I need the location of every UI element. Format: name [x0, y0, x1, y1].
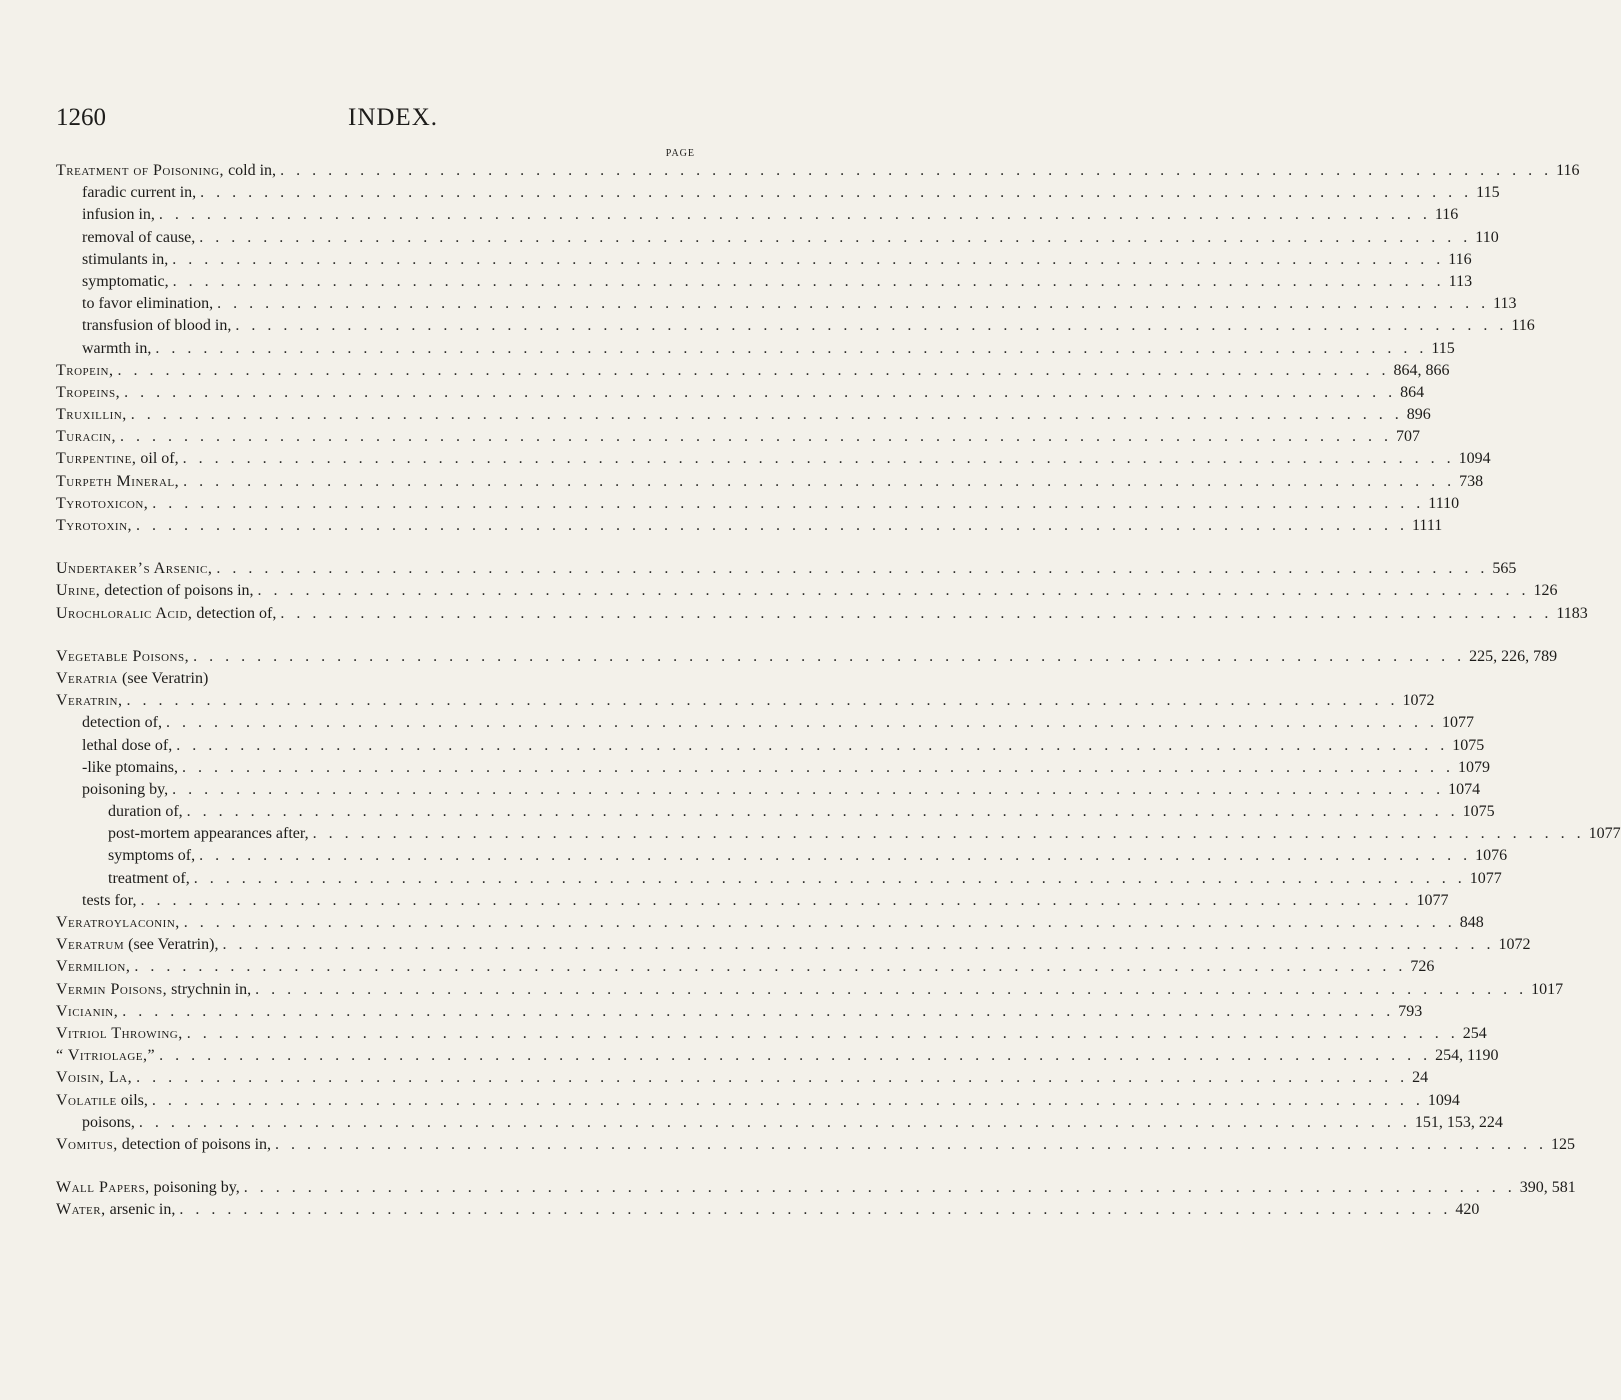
entry-heading: Vomitus, — [56, 1135, 118, 1153]
page-header — [56, 104, 696, 140]
entry-term — [56, 1090, 152, 1112]
dot-leader: . . . . . . . . . . . . . . . . . . . . . . . . . . . . . . . . . . . . . . . . . . . . . . . . . . . . . . . . . . . . . . . . . . . . . . . . . . . . . . . . — [151, 1091, 1424, 1109]
dot-leader: . . . . . . . . . . . . . . . . . . . . . . . . . . . . . . . . . . . . . . . . . . . . . . . . . . . . . . . . . . . . . . . . . . . . . . . . . . . . . . . . — [216, 560, 1489, 578]
entry-heading: Vegetable Poisons, — [56, 647, 190, 665]
index-entry — [56, 558, 1517, 580]
entry-pages: 24 — [1412, 1069, 1429, 1087]
entry-subtext: post-mortem appearances after, — [108, 825, 309, 843]
entry-pages: 116 — [1556, 162, 1580, 179]
index-entry — [56, 668, 696, 690]
entry-term — [56, 493, 152, 515]
dot-leader: . . . . . . . . . . . . . . . . . . . . . . . . . . . . . . . . . . . . . . . . . . . . . . . . . . . . . . . . . . . . . . . . . . . . . . . . . . . . . . . . — [172, 272, 1445, 290]
entry-subtext: to favor elimination, — [82, 295, 214, 313]
entry-heading: Veratrum — [56, 936, 125, 954]
index-entry — [56, 912, 1484, 934]
entry-pages: 113 — [1448, 272, 1473, 290]
index-entry — [56, 801, 1495, 823]
entry-heading: Veratrin, — [56, 692, 123, 710]
entry-pages: 726 — [1410, 958, 1435, 976]
entry-pages: 1072 — [1402, 692, 1435, 710]
page-column-label: PAGE — [665, 148, 695, 159]
entry-term — [56, 1023, 187, 1045]
index-list — [56, 160, 1621, 1221]
index-entry — [56, 934, 1531, 956]
entry-term — [56, 868, 194, 890]
entry-pages: 1075 — [1462, 803, 1495, 821]
entry-heading: Wall Papers, — [56, 1179, 150, 1197]
entry-term — [56, 735, 176, 757]
entry-heading: “ Vitriolage,” — [56, 1047, 156, 1065]
dot-leader: . . . . . . . . . . . . . . . . . . . . . . . . . . . . . . . . . . . . . . . . . . . . . . . . . . . . . . . . . . . . . . . . . . . . . . . . . . . . . . . . — [217, 295, 1490, 313]
entry-term — [56, 426, 120, 448]
entry-pages: 126 — [1533, 582, 1558, 600]
entry-term — [56, 1134, 275, 1156]
dot-leader: . . . . . . . . . . . . . . . . . . . . . . . . . . . . . . . . . . . . . . . . . . . . . . . . . . . . . . . . . . . . . . . . . . . . . . . . . . . . . . . . — [199, 228, 1472, 246]
index-entry — [56, 382, 1425, 404]
dot-leader: . . . . . . . . . . . . . . . . . . . . . . . . . . . . . . . . . . . . . . . . . . . . . . . . . . . . . . . . . . . . . . . . . . . . . . . . . . . . . . . . — [257, 582, 1530, 600]
entry-subtext: faradic current in, — [82, 184, 197, 202]
index-entry — [56, 979, 1564, 1001]
entry-subtext: infusion in, — [82, 206, 155, 224]
entry-pages: 864 — [1400, 383, 1425, 401]
dot-leader: . . . . . . . . . . . . . . . . . . . . . . . . . . . . . . . . . . . . . . . . . . . . . . . . . . . . . . . . . . . . . . . . . . . . . . . . . . . . . . . . — [183, 472, 1456, 490]
dot-leader: . . . . . . . . . . . . . . . . . . . . . . . . . . . . . . . . . . . . . . . . . . . . . . . . . . . . . . . . . . . . . . . . . . . . . . . . . . . . . . . . — [152, 494, 1425, 512]
entry-term — [56, 182, 200, 204]
index-entry — [56, 712, 1474, 734]
index-entry — [56, 1134, 1576, 1156]
entry-heading: Veratria — [56, 669, 118, 687]
index-entry — [56, 1001, 1423, 1023]
index-entry — [56, 249, 1472, 271]
entry-heading: Vitriol Throwing, — [56, 1024, 183, 1042]
entry-term — [56, 249, 172, 271]
entry-term — [56, 471, 183, 493]
entry-term — [56, 1067, 136, 1089]
entry-heading: Truxillin, — [56, 406, 127, 424]
entry-subtext: detection of, — [192, 604, 277, 622]
entry-heading: Turpeth Mineral, — [56, 472, 180, 490]
index-entry — [56, 1177, 1576, 1199]
entry-heading: Turacin, — [56, 428, 116, 446]
entry-term — [56, 1199, 179, 1221]
index-entry — [56, 448, 1491, 470]
dot-leader: . . . . . . . . . . . . . . . . . . . . . . . . . . . . . . . . . . . . . . . . . . . . . . . . . . . . . . . . . . . . . . . . . . . . . . . . . . . . . . . . — [186, 803, 1459, 821]
index-entry — [56, 868, 1502, 890]
entry-term — [56, 757, 182, 779]
index-entry — [56, 182, 1500, 204]
entry-term — [56, 448, 183, 470]
entry-term — [56, 558, 216, 580]
index-entry — [56, 1023, 1487, 1045]
entry-pages: 420 — [1455, 1201, 1480, 1219]
entry-pages: 1094 — [1427, 1091, 1460, 1109]
entry-pages: 1111 — [1412, 517, 1443, 534]
entry-pages: 1017 — [1531, 980, 1564, 998]
dot-leader: . . . . . . . . . . . . . . . . . . . . . . . . . . . . . . . . . . . . . . . . . . . . . . . . . . . . . . . . . . . . . . . . . . . . . . . . . . . . . . . . — [130, 406, 1403, 424]
dot-leader: . . . . . . . . . . . . . . . . . . . . . . . . . . . . . . . . . . . . . . . . . . . . . . . . . . . . . . . . . . . . . . . . . . . . . . . . . . . . . . . . — [186, 1024, 1459, 1042]
entry-subtext: cold in, — [224, 162, 277, 179]
entry-pages: 116 — [1434, 206, 1459, 224]
entry-heading: Vicianin, — [56, 1002, 119, 1020]
entry-pages: 565 — [1492, 560, 1517, 578]
entry-pages: 225, 226, 789 — [1469, 647, 1558, 665]
entry-heading: Vermilion, — [56, 958, 131, 976]
dot-leader: . . . . . . . . . . . . . . . . . . . . . . . . . . . . . . . . . . . . . . . . . . . . . . . . . . . . . . . . . . . . . . . . . . . . . . . . . . . . . . . . — [136, 1069, 1409, 1087]
dot-leader: . . . . . . . . . . . . . . . . . . . . . . . . . . . . . . . . . . . . . . . . . . . . . . . . . . . . . . . . . . . . . . . . . . . . . . . . . . . . . . . . — [181, 758, 1454, 776]
entry-term — [56, 160, 280, 182]
index-entry — [56, 845, 1508, 867]
entry-subtext: detection of, — [82, 714, 162, 732]
entry-term — [56, 801, 187, 823]
entry-pages: 254 — [1462, 1024, 1487, 1042]
dot-leader: . . . . . . . . . . . . . . . . . . . . . . . . . . . . . . . . . . . . . . . . . . . . . . . . . . . . . . . . . . . . . . . . . . . . . . . . . . . . . . . . — [275, 1135, 1548, 1153]
entry-subtext: poisons, — [82, 1113, 135, 1131]
dot-leader: . . . . . . . . . . . . . . . . . . . . . . . . . . . . . . . . . . . . . . . . . . . . . . . . . . . . . . . . . . . . . . . . . . . . . . . . . . . . . . . . — [155, 339, 1428, 357]
entry-subtext: (see Veratrin), — [124, 936, 219, 954]
index-entry — [56, 757, 1490, 779]
entry-term — [56, 1001, 122, 1023]
dot-leader: . . . . . . . . . . . . . . . . . . . . . . . . . . . . . . . . . . . . . . . . . . . . . . . . . . . . . . . . . . . . . . . . . . . . . . . . . . . . . . . . — [235, 317, 1508, 335]
entry-pages: 115 — [1476, 184, 1500, 202]
dot-leader: . . . . . . . . . . . . . . . . . . . . . . . . . . . . . . . . . . . . . . . . . . . . . . . . . . . . . . . . . . . . . . . . . . . . . . . . . . . . . . . . — [172, 250, 1445, 268]
entry-term — [56, 1112, 139, 1134]
entry-term — [56, 382, 124, 404]
entry-term — [56, 404, 131, 426]
running-title: INDEX. — [348, 104, 439, 131]
entry-term — [56, 315, 235, 337]
dot-leader: . . . . . . . . . . . . . . . . . . . . . . . . . . . . . . . . . . . . . . . . . . . . . . . . . . . . . . . . . . . . . . . . . . . . . . . . . . . . . . . . — [119, 428, 1392, 446]
index-entry — [56, 1090, 1460, 1112]
dot-leader: . . . . . . . . . . . . . . . . . . . . . . . . . . . . . . . . . . . . . . . . . . . . . . . . . . . . . . . . . . . . . . . . . . . . . . . . . . . . . . . . — [255, 980, 1528, 998]
page-number: 1260 — [56, 104, 106, 131]
index-entry — [56, 956, 1435, 978]
index-entry — [56, 1045, 1499, 1067]
dot-leader: . . . . . . . . . . . . . . . . . . . . . . . . . . . . . . . . . . . . . . . . . . . . . . . . . . . . . . . . . . . . . . . . . . . . . . . . . . . . . . . . — [176, 736, 1449, 754]
dot-leader: . . . . . . . . . . . . . . . . . . . . . . . . . . . . . . . . . . . . . . . . . . . . . . . . . . . . . . . . . . . . . . . . . . . . . . . . . . . . . . . . — [159, 1047, 1432, 1065]
entry-subtext: transfusion of blood in, — [82, 317, 232, 335]
dot-leader: . . . . . . . . . . . . . . . . . . . . . . . . . . . . . . . . . . . . . . . . . . . . . . . . . . . . . . . . . . . . . . . . . . . . . . . . . . . . . . . . — [172, 780, 1445, 798]
entry-pages: 116 — [1448, 250, 1472, 268]
entry-pages: 707 — [1395, 428, 1420, 446]
entry-heading: Tropein, — [56, 361, 114, 379]
index-entry — [56, 823, 1621, 845]
dot-leader: . . . . . . . . . . . . . . . . . . . . . . . . . . . . . . . . . . . . . . . . . . . . . . . . . . . . . . . . . . . . . . . . . . . . . . . . . . . . . . . . — [165, 714, 1438, 732]
entry-heading: Turpentine, — [56, 450, 137, 468]
entry-heading: Voisin, La, — [56, 1069, 133, 1087]
entry-heading: Tyrotoxicon, — [56, 494, 149, 512]
entry-subtext: duration of, — [108, 803, 183, 821]
entry-heading: Water, — [56, 1201, 106, 1219]
entry-pages: 896 — [1406, 406, 1431, 424]
entry-term — [56, 271, 173, 293]
entry-subtext: oils, — [116, 1091, 148, 1109]
entry-term — [56, 293, 217, 315]
index-entry — [56, 227, 1499, 249]
entry-term — [56, 712, 166, 734]
dot-leader: . . . . . . . . . . . . . . . . . . . . . . . . . . . . . . . . . . . . . . . . . . . . . . . . . . . . . . . . . . . . . . . . . . . . . . . . . . . . . . . . — [126, 692, 1399, 710]
entry-term — [56, 934, 222, 956]
dot-leader: . . . . . . . . . . . . . . . . . . . . . . . . . . . . . . . . . . . . . . . . . . . . . . . . . . . . . . . . . . . . . . . . . . . . . . . . . . . . . . . . — [280, 162, 1553, 179]
entry-term — [56, 779, 172, 801]
dot-leader: . . . . . . . . . . . . . . . . . . . . . . . . . . . . . . . . . . . . . . . . . . . . . . . . . . . . . . . . . . . . . . . . . . . . . . . . . . . . . . . . — [193, 869, 1466, 887]
entry-subtext: tests for, — [82, 891, 137, 909]
entry-subtext: detection of poisons in, — [117, 1135, 272, 1153]
entry-heading: Vermin Poisons, — [56, 980, 168, 998]
entry-pages: 1074 — [1448, 780, 1481, 798]
index-entry — [56, 315, 1535, 337]
index-entry — [56, 426, 1420, 448]
entry-pages: 1077 — [1588, 825, 1621, 843]
dot-leader: . . . . . . . . . . . . . . . . . . . . . . . . . . . . . . . . . . . . . . . . . . . . . . . . . . . . . . . . . . . . . . . . . . . . . . . . . . . . . . . . — [280, 604, 1553, 622]
entry-term — [56, 646, 193, 668]
entry-subtext: warmth in, — [82, 339, 152, 357]
dot-leader: . . . . . . . . . . . . . . . . . . . . . . . . . . . . . . . . . . . . . . . . . . . . . . . . . . . . . . . . . . . . . . . . . . . . . . . . . . . . . . . . — [124, 383, 1397, 401]
index-entry — [56, 338, 1455, 360]
index-entry — [56, 493, 1460, 515]
entry-term — [56, 338, 155, 360]
entry-term — [56, 227, 199, 249]
dot-leader: . . . . . . . . . . . . . . . . . . . . . . . . . . . . . . . . . . . . . . . . . . . . . . . . . . . . . . . . . . . . . . . . . . . . . . . . . . . . . . . . — [158, 206, 1431, 224]
entry-term — [56, 515, 136, 537]
index-entry — [56, 404, 1431, 426]
entry-term — [56, 1177, 244, 1199]
entry-term — [56, 979, 255, 1001]
entry-term — [56, 845, 199, 867]
index-entry — [56, 471, 1484, 493]
entry-pages: 1183 — [1556, 604, 1588, 622]
entry-pages: 1072 — [1498, 936, 1531, 954]
dot-leader: . . . . . . . . . . . . . . . . . . . . . . . . . . . . . . . . . . . . . . . . . . . . . . . . . . . . . . . . . . . . . . . . . . . . . . . . . . . . . . . . — [122, 1002, 1395, 1020]
entry-subtext: arsenic in, — [105, 1201, 176, 1219]
index-entry — [56, 779, 1481, 801]
dot-leader: . . . . . . . . . . . . . . . . . . . . . . . . . . . . . . . . . . . . . . . . . . . . . . . . . . . . . . . . . . . . . . . . . . . . . . . . . . . . . . . . — [199, 847, 1472, 865]
entry-subtext: symptoms of, — [108, 847, 196, 865]
entry-pages: 1077 — [1441, 714, 1474, 732]
index-entry — [56, 890, 1449, 912]
entry-subtext: symptomatic, — [82, 272, 169, 290]
dot-leader: . . . . . . . . . . . . . . . . . . . . . . . . . . . . . . . . . . . . . . . . . . . . . . . . . . . . . . . . . . . . . . . . . . . . . . . . . . . . . . . . — [183, 914, 1456, 931]
entry-pages: 1077 — [1469, 869, 1502, 887]
entry-subtext: (see Veratrin) — [118, 669, 209, 687]
entry-pages: 390, 581 — [1519, 1179, 1576, 1197]
entry-pages: 254, 1190 — [1435, 1047, 1499, 1065]
entry-subtext: stimulants in, — [82, 250, 169, 268]
entry-heading: Tropeins, — [56, 383, 121, 401]
index-entry — [56, 293, 1517, 315]
index-entry — [56, 1199, 1480, 1221]
entry-subtext: removal of cause, — [82, 228, 196, 246]
entry-subtext: strychnin in, — [167, 980, 252, 998]
entry-heading: Urochloralic Acid, — [56, 604, 193, 622]
entry-term — [56, 360, 118, 382]
entry-heading: Volatile — [56, 1091, 117, 1109]
entry-pages: 738 — [1459, 472, 1484, 490]
index-entry — [56, 735, 1485, 757]
index-entry — [56, 580, 1558, 602]
entry-heading: Treatment of Poisoning, — [56, 162, 225, 179]
entry-pages: 151, 153, 224 — [1414, 1113, 1503, 1131]
dot-leader: . . . . . . . . . . . . . . . . . . . . . . . . . . . . . . . . . . . . . . . . . . . . . . . . . . . . . . . . . . . . . . . . . . . . . . . . . . . . . . . . — [179, 1201, 1452, 1219]
entry-subtext: detection of poisons in, — [100, 582, 254, 600]
dot-leader: . . . . . . . . . . . . . . . . . . . . . . . . . . . . . . . . . . . . . . . . . . . . . . . . . . . . . . . . . . . . . . . . . . . . . . . . . . . . . . . . — [136, 517, 1409, 534]
dot-leader: . . . . . . . . . . . . . . . . . . . . . . . . . . . . . . . . . . . . . . . . . . . . . . . . . . . . . . . . . . . . . . . . . . . . . . . . . . . . . . . . — [222, 936, 1495, 954]
entry-term — [56, 912, 184, 934]
entry-subtext: lethal dose of, — [82, 736, 173, 754]
entry-term — [56, 890, 140, 912]
entry-pages: 793 — [1398, 1002, 1423, 1020]
entry-pages: 848 — [1459, 914, 1484, 931]
index-entry — [56, 1112, 1503, 1134]
entry-pages: 864, 866 — [1393, 361, 1450, 379]
entry-term — [56, 603, 280, 625]
dot-leader: . . . . . . . . . . . . . . . . . . . . . . . . . . . . . . . . . . . . . . . . . . . . . . . . . . . . . . . . . . . . . . . . . . . . . . . . . . . . . . . . — [182, 450, 1455, 468]
entry-pages: 113 — [1493, 295, 1517, 313]
entry-pages: 125 — [1551, 1135, 1576, 1153]
entry-heading: Urine, — [56, 582, 101, 600]
entry-term — [56, 580, 258, 602]
entry-pages: 116 — [1511, 317, 1535, 335]
dot-leader: . . . . . . . . . . . . . . . . . . . . . . . . . . . . . . . . . . . . . . . . . . . . . . . . . . . . . . . . . . . . . . . . . . . . . . . . . . . . . . . . — [312, 825, 1585, 843]
index-entry — [56, 646, 1558, 668]
index-entry — [56, 160, 1580, 182]
index-entry — [56, 204, 1459, 226]
entry-pages: 115 — [1431, 339, 1455, 357]
entry-subtext: treatment of, — [108, 869, 190, 887]
entry-subtext: -like ptomains, — [82, 758, 178, 776]
entry-pages: 1094 — [1458, 450, 1491, 468]
entry-subtext: poisoning by, — [82, 780, 169, 798]
entry-heading: Tyrotoxin, — [56, 517, 133, 534]
entry-pages: 1075 — [1452, 736, 1485, 754]
entry-pages: 110 — [1475, 228, 1499, 246]
dot-leader: . . . . . . . . . . . . . . . . . . . . . . . . . . . . . . . . . . . . . . . . . . . . . . . . . . . . . . . . . . . . . . . . . . . . . . . . . . . . . . . . — [200, 184, 1473, 202]
index-entry — [56, 271, 1473, 293]
dot-leader: . . . . . . . . . . . . . . . . . . . . . . . . . . . . . . . . . . . . . . . . . . . . . . . . . . . . . . . . . . . . . . . . . . . . . . . . . . . . . . . . — [193, 647, 1466, 665]
index-entry — [56, 603, 1588, 625]
dot-leader: . . . . . . . . . . . . . . . . . . . . . . . . . . . . . . . . . . . . . . . . . . . . . . . . . . . . . . . . . . . . . . . . . . . . . . . . . . . . . . . . — [243, 1179, 1516, 1197]
dot-leader: . . . . . . . . . . . . . . . . . . . . . . . . . . . . . . . . . . . . . . . . . . . . . . . . . . . . . . . . . . . . . . . . . . . . . . . . . . . . . . . . — [138, 1113, 1411, 1131]
entry-pages: 1079 — [1457, 758, 1490, 776]
entry-term — [56, 668, 212, 690]
entry-heading: Undertaker’s Arsenic, — [56, 560, 213, 578]
entry-pages: 1077 — [1416, 891, 1449, 909]
entry-subtext: poisoning by, — [149, 1179, 240, 1197]
index-entry — [56, 690, 1435, 712]
dot-leader: . . . . . . . . . . . . . . . . . . . . . . . . . . . . . . . . . . . . . . . . . . . . . . . . . . . . . . . . . . . . . . . . . . . . . . . . . . . . . . . . — [134, 958, 1407, 976]
index-entry — [56, 515, 1443, 537]
entry-term — [56, 690, 127, 712]
entry-subtext: oil of, — [136, 450, 179, 468]
entry-pages: 1110 — [1428, 494, 1460, 512]
entry-term — [56, 956, 134, 978]
index-entry — [56, 360, 1450, 382]
dot-leader: . . . . . . . . . . . . . . . . . . . . . . . . . . . . . . . . . . . . . . . . . . . . . . . . . . . . . . . . . . . . . . . . . . . . . . . . . . . . . . . . — [140, 891, 1413, 909]
entry-pages: 1076 — [1475, 847, 1508, 865]
entry-heading: Veratroylaconin, — [56, 914, 180, 931]
entry-term — [56, 1045, 159, 1067]
dot-leader: . . . . . . . . . . . . . . . . . . . . . . . . . . . . . . . . . . . . . . . . . . . . . . . . . . . . . . . . . . . . . . . . . . . . . . . . . . . . . . . . — [117, 361, 1390, 379]
entry-term — [56, 823, 313, 845]
entry-term — [56, 204, 159, 226]
index-entry — [56, 1067, 1429, 1089]
